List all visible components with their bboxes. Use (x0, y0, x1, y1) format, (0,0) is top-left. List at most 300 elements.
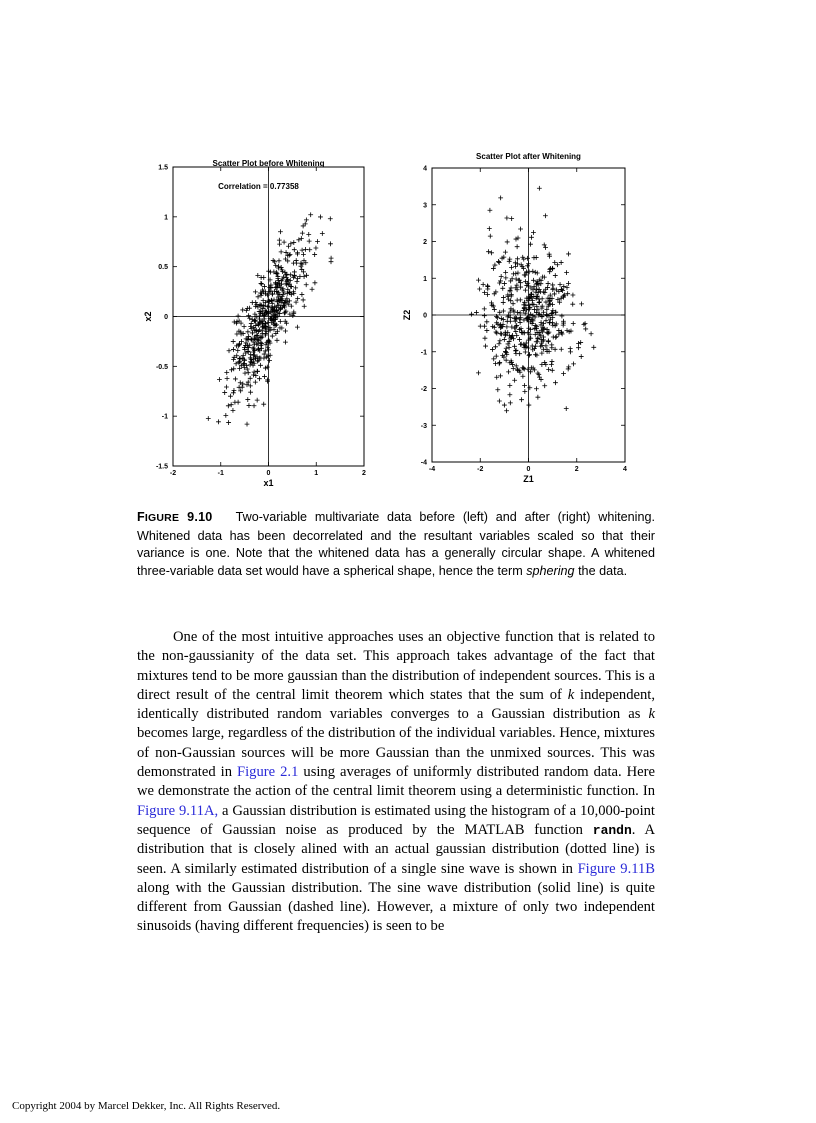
data-point (502, 403, 507, 408)
data-point (252, 403, 257, 408)
data-point (231, 357, 236, 362)
data-point (530, 269, 535, 274)
data-point (259, 281, 264, 286)
data-point (304, 282, 309, 287)
data-point (546, 281, 551, 286)
data-point (508, 400, 513, 405)
data-point (498, 331, 503, 336)
data-point (529, 235, 534, 240)
y-tick-label: 3 (423, 202, 427, 210)
data-point (328, 241, 333, 246)
data-point (550, 359, 555, 364)
data-point (307, 239, 312, 244)
data-point (571, 293, 576, 298)
data-point (506, 369, 511, 374)
data-point (286, 244, 291, 249)
data-point (532, 255, 537, 260)
data-point (291, 240, 296, 245)
data-point (504, 408, 509, 413)
data-point (535, 395, 540, 400)
data-point (583, 321, 588, 326)
caption-emphasis: sphering (526, 563, 575, 578)
data-point (559, 260, 564, 265)
data-point (518, 227, 523, 232)
data-point (477, 287, 482, 292)
data-point (233, 400, 238, 405)
y-tick-label: 0.5 (158, 264, 168, 272)
data-point (283, 329, 288, 334)
data-point (564, 406, 569, 411)
data-point (492, 307, 497, 312)
data-point (282, 240, 287, 245)
data-point (507, 383, 512, 388)
data-point (537, 287, 542, 292)
data-point (245, 422, 250, 427)
data-point (523, 350, 528, 355)
caption-text: Two-variable multivariate data before (left) and after (right) whitening. Whitened data has been decorrelated and the resultant variables scaled so that their variance is one. Note that the whitened data has a generally circular shape. A whitened three-variable data set would have a spherical shape, hence the term (137, 510, 655, 578)
data-point (542, 383, 547, 388)
data-point (537, 300, 542, 305)
data-point (300, 248, 305, 253)
data-point (509, 265, 514, 270)
data-point (493, 361, 498, 366)
data-point (568, 346, 573, 351)
data-point (561, 371, 566, 376)
data-point (278, 229, 283, 234)
figure-label: FIGURE 9.10 (137, 510, 213, 524)
link-figure-9-11b[interactable]: Figure 9.11B (577, 860, 656, 877)
data-point (481, 282, 486, 287)
data-point (509, 286, 514, 291)
data-point (246, 329, 251, 334)
x-tick-label: 2 (362, 470, 366, 477)
data-point (308, 212, 313, 217)
data-point (527, 302, 532, 307)
data-point (497, 341, 502, 346)
data-point (263, 349, 268, 354)
data-point (250, 300, 255, 305)
data-point (478, 324, 483, 329)
data-point (507, 392, 512, 397)
data-point (310, 287, 315, 292)
y-tick-label: 0 (164, 314, 168, 321)
data-point (501, 300, 506, 305)
data-point (487, 226, 492, 231)
data-point (223, 413, 228, 418)
data-point (229, 367, 234, 372)
data-point (513, 319, 518, 324)
data-point (566, 367, 571, 372)
data-point (507, 345, 512, 350)
data-point (493, 344, 498, 349)
data-point (537, 186, 542, 191)
data-point (517, 278, 522, 283)
data-point (520, 374, 525, 379)
data-point (236, 314, 241, 319)
data-point (483, 344, 488, 349)
code-randn: randn (592, 822, 632, 838)
data-point (279, 249, 284, 254)
data-point (549, 342, 554, 347)
y-tick-label: -4 (420, 459, 427, 467)
data-point (300, 292, 305, 297)
data-point (295, 279, 300, 284)
y-tick-label: -0.5 (155, 363, 168, 371)
scatter-plot-before-whitening (140, 150, 380, 495)
data-point (525, 256, 530, 261)
y-axis-label: x2 (143, 311, 153, 322)
data-point (241, 353, 246, 358)
data-point (247, 306, 252, 311)
caption-text-end: the data. (578, 563, 628, 578)
data-point (571, 321, 576, 326)
data-point (543, 213, 548, 218)
data-point (494, 330, 499, 335)
data-point (507, 257, 512, 262)
y-tick-label: 1.5 (158, 164, 168, 172)
data-point (561, 294, 566, 299)
data-point (302, 304, 307, 309)
data-point (206, 416, 211, 421)
data-point (491, 356, 496, 361)
data-point (547, 267, 552, 272)
data-point (515, 310, 520, 315)
x-tick-label: -4 (428, 466, 436, 473)
data-point (504, 325, 509, 330)
correlation-annotation: Correlation = 0.77358 (218, 182, 299, 191)
data-point (293, 285, 298, 290)
y-tick-label: -1.5 (155, 463, 168, 471)
data-point (498, 195, 503, 200)
data-point (514, 277, 519, 282)
data-point (550, 368, 555, 373)
data-point (476, 278, 481, 283)
data-point (506, 342, 511, 347)
data-point (301, 252, 306, 257)
data-point (266, 347, 271, 352)
data-point (579, 354, 584, 359)
data-point (246, 370, 251, 375)
data-point (526, 403, 531, 408)
link-figure-9-11a[interactable]: Figure 9.11A, (137, 802, 219, 819)
data-point (553, 380, 558, 385)
data-point (570, 302, 575, 307)
data-point (224, 385, 229, 390)
data-point (497, 399, 502, 404)
data-point (242, 324, 247, 329)
y-tick-label: -3 (420, 422, 427, 430)
data-point (292, 247, 297, 252)
data-point (503, 270, 508, 275)
data-point (566, 252, 571, 257)
data-point (583, 327, 588, 332)
data-point (306, 232, 311, 237)
x-tick-label: -2 (169, 470, 177, 477)
data-point (237, 342, 242, 347)
data-point (247, 403, 252, 408)
data-point (253, 289, 258, 294)
data-point (484, 319, 489, 324)
data-point (546, 331, 551, 336)
data-point (581, 322, 586, 327)
plot-title: Scatter Plot before Whitening (212, 159, 325, 168)
data-point (301, 298, 306, 303)
data-point (507, 259, 512, 264)
data-point (312, 252, 317, 257)
data-point (503, 250, 508, 255)
data-point (515, 244, 520, 249)
data-point (591, 345, 596, 350)
data-point (249, 321, 254, 326)
data-point (494, 331, 499, 336)
data-point (270, 334, 275, 339)
data-point (507, 339, 512, 344)
data-point (571, 361, 576, 366)
data-point (226, 420, 231, 425)
data-point (518, 342, 523, 347)
data-point (226, 403, 231, 408)
data-point (313, 280, 318, 285)
data-point (564, 270, 569, 275)
data-point (508, 288, 513, 293)
y-tick-label: -1 (420, 349, 427, 357)
data-point (227, 348, 232, 353)
data-point (245, 397, 250, 402)
data-point (513, 348, 518, 353)
data-point (523, 288, 528, 293)
data-point (318, 215, 323, 220)
data-point (578, 340, 583, 345)
data-point (328, 216, 333, 221)
data-point (505, 240, 510, 245)
scatter-plot-after-whitening (400, 145, 640, 495)
data-point (522, 383, 527, 388)
data-point (228, 394, 233, 399)
y-tick-label: 1 (164, 214, 168, 222)
data-point (500, 286, 505, 291)
x-tick-label: 2 (574, 466, 579, 473)
data-point (245, 382, 250, 387)
data-point (559, 314, 564, 319)
data-point (267, 358, 272, 363)
data-point (299, 264, 304, 269)
data-point (231, 366, 236, 371)
data-point (498, 338, 503, 343)
data-point (553, 273, 558, 278)
data-point (225, 376, 230, 381)
data-point (222, 390, 227, 395)
y-tick-label: 4 (423, 165, 427, 173)
x-tick-label: 4 (623, 466, 627, 473)
body-paragraph: One of the most intuitive approaches uses an objective function that is related to the non-gaussianity of the data set. This approach takes advantage of the fact that mixtures tend to be more gaussian than the distribution of independent sources. This is a direct result of the central limit theorem which states that the sum of k independent, identically distributed random variables converges to a Gaussian distribution as k becomes large, regardless of the distribution of the individual variables. Hence, mixtures of non-Gaussian sources will be more Gaussian than the unmixed sources. This was demonstrated in Figure 2.1 using averages of uniformly distributed random data. Here we demonstrate the action of the central limit theorem using a deterministic function. In Figure 9.11A, a Gaussian distribution is estimated using the histogram of a 10,000-point sequence of Gaussian noise as produced by the MATLAB function randn. A distribution that is closely alined with an actual gaussian distribution (dotted line) is seen. A similarly estimated distribution of a single sine wave is shown in Figure 9.11B along with the Gaussian distribution. The sine wave distribution (solid line) is quite different from Gaussian (dashed line). However, a mixture of only two independent sinusoids (having different frequencies) is seen to be (137, 629, 656, 935)
y-tick-label: 0 (423, 312, 427, 320)
data-point (235, 348, 240, 353)
data-point (518, 320, 523, 325)
data-point (295, 325, 300, 330)
data-point (495, 387, 500, 392)
data-point (315, 239, 320, 244)
data-point (258, 291, 263, 296)
data-point (517, 351, 522, 356)
data-point (565, 328, 570, 333)
data-point (278, 319, 283, 324)
x-tick-label: 0 (526, 466, 531, 473)
y-tick-label: -1 (161, 413, 168, 421)
data-point (261, 275, 266, 280)
data-point (469, 312, 474, 317)
data-point (314, 246, 319, 251)
data-point (486, 249, 491, 254)
data-point (287, 298, 292, 303)
data-point (504, 216, 509, 221)
data-point (483, 336, 488, 341)
data-point (513, 329, 518, 334)
data-point (514, 333, 519, 338)
data-point (247, 343, 252, 348)
y-tick-label: -2 (420, 386, 427, 393)
data-point (300, 231, 305, 236)
data-point (565, 285, 570, 290)
data-point (559, 347, 564, 352)
data-point (544, 344, 549, 349)
data-point (275, 338, 280, 343)
data-point (216, 419, 221, 424)
data-point (503, 276, 508, 281)
data-point (277, 258, 282, 263)
data-point (517, 337, 522, 342)
data-point (277, 238, 282, 243)
data-point (482, 324, 487, 329)
data-point (476, 370, 481, 375)
x-tick-label: -2 (477, 466, 484, 473)
x-tick-label: -1 (217, 470, 224, 477)
data-point (509, 325, 514, 330)
data-point (488, 208, 493, 213)
data-point (511, 301, 516, 306)
y-tick-label: 1 (423, 275, 427, 283)
data-point (502, 337, 507, 342)
data-point (589, 331, 594, 336)
data-point (551, 335, 556, 340)
data-point (489, 250, 494, 255)
data-point (233, 377, 238, 382)
data-point (527, 270, 532, 275)
data-point (294, 258, 299, 263)
data-point (251, 373, 256, 378)
data-point (511, 366, 516, 371)
data-point (246, 337, 251, 342)
data-point (502, 281, 507, 286)
x-tick-label: 0 (266, 470, 271, 477)
data-point (224, 370, 229, 375)
data-point (504, 358, 509, 363)
data-point (490, 347, 495, 352)
data-point (496, 259, 501, 264)
data-point (231, 390, 236, 395)
data-point (484, 328, 489, 333)
data-point (283, 340, 288, 345)
data-point (509, 216, 514, 221)
data-point (534, 386, 539, 391)
link-figure-2-1[interactable]: Figure 2.1 (237, 764, 299, 781)
data-point (566, 364, 571, 369)
x-axis-label: Z1 (523, 474, 534, 484)
data-point (259, 282, 264, 287)
data-point (511, 271, 516, 276)
data-point (243, 371, 248, 376)
data-point (231, 347, 236, 352)
data-point (504, 346, 509, 351)
data-point (257, 314, 262, 319)
data-point (291, 261, 296, 266)
data-point (494, 354, 499, 359)
data-point (231, 339, 236, 344)
data-point (229, 402, 234, 407)
y-tick-label: 2 (423, 239, 427, 246)
data-point (497, 260, 502, 265)
data-point (232, 388, 237, 393)
data-point (497, 360, 502, 365)
data-point (576, 345, 581, 350)
data-point (533, 344, 538, 349)
data-point (566, 281, 571, 286)
data-point (273, 263, 278, 268)
data-point (550, 283, 555, 288)
data-point (258, 363, 263, 368)
data-point (320, 231, 325, 236)
data-point (231, 408, 236, 413)
data-point (524, 307, 529, 312)
data-point (522, 389, 527, 394)
data-point (552, 292, 557, 297)
data-point (482, 306, 487, 311)
data-point (549, 362, 554, 367)
data-point (257, 376, 262, 381)
data-point (485, 283, 490, 288)
plot-title: Scatter Plot after Whitening (476, 152, 581, 161)
data-point (253, 380, 258, 385)
data-point (546, 339, 551, 344)
data-point (546, 367, 551, 372)
x-axis-label: x1 (263, 478, 274, 488)
data-point (240, 308, 245, 313)
data-point (544, 312, 549, 317)
data-point (550, 302, 555, 307)
data-point (304, 218, 309, 223)
copyright-footer: Copyright 2004 by Marcel Dekker, Inc. All Rights Reserved. (12, 1100, 281, 1112)
data-point (255, 273, 260, 278)
data-point (501, 295, 506, 300)
data-point (474, 310, 479, 315)
data-point (246, 313, 251, 318)
data-point (482, 313, 487, 318)
data-point (529, 292, 534, 297)
data-point (279, 265, 284, 270)
data-point (267, 285, 272, 290)
data-point (576, 341, 581, 346)
data-point (579, 302, 584, 307)
figure-caption (137, 509, 655, 580)
data-point (248, 390, 253, 395)
data-point (516, 271, 521, 276)
data-point (295, 252, 300, 257)
data-point (329, 256, 334, 261)
data-point (485, 284, 490, 289)
data-point (292, 270, 297, 275)
data-point (552, 260, 557, 265)
data-point (515, 256, 520, 261)
data-point (248, 383, 253, 388)
